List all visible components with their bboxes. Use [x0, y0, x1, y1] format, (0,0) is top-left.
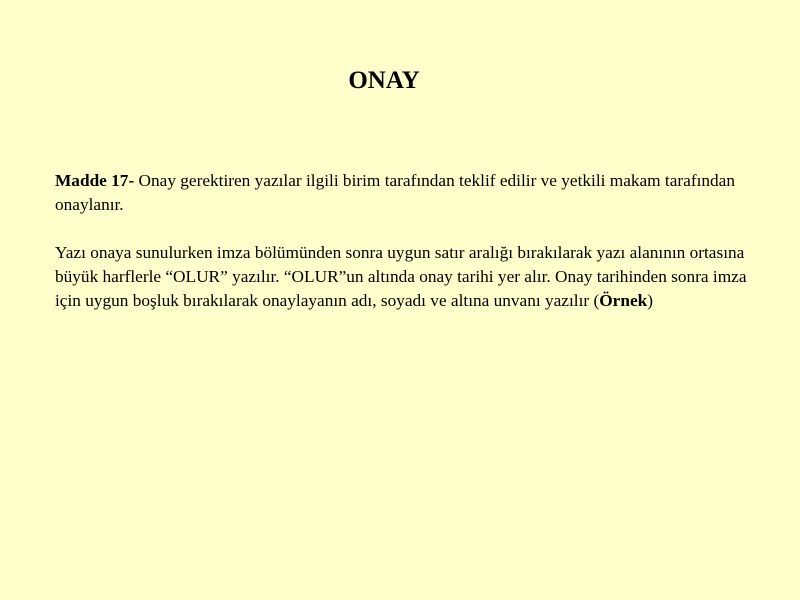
page-title: ONAY — [348, 67, 420, 94]
article-text: Onay gerektiren yazılar ilgili birim tarafından teklif edilir ve yetkili makam tarafından onaylanır. — [55, 171, 735, 214]
example-label: Örnek — [599, 291, 648, 310]
article-paragraph-2 — [55, 241, 755, 313]
paragraph-text-end: ) — [647, 291, 653, 310]
article-paragraph-1 — [55, 169, 755, 217]
paragraph-text: Yazı onaya sunulurken imza bölümünden sonra uygun satır aralığı bırakılarak yazı alanının ortasına büyük harflerle “OLUR” yazılır. “OLUR”un altında onay tarihi yer alır. Onay tarihinden sonra imza için uygun boşluk bırakılarak onaylayanın adı, soyadı ve altına unvanı yazılır ( — [55, 243, 747, 310]
article-body — [55, 169, 755, 313]
article-label: Madde 17- — [55, 171, 135, 190]
